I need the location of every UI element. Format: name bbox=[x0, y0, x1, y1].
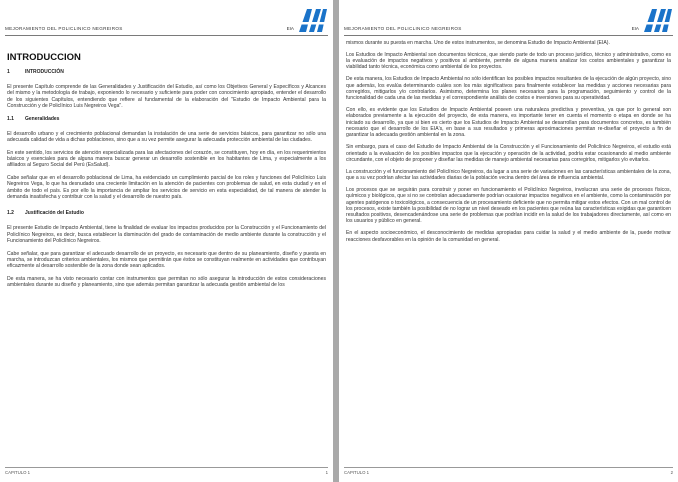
company-logo-icon bbox=[643, 7, 673, 33]
paragraph: Con ello, es evidente que los Estudios de Impacto Ambiental poseen una naturaleza predictiva y preventiva, ya que por lo general son elaborados previamente a la ejecución del proyecto, de esta manera, es importante tener en cuenta el momento o etapa en donde se ha iniciado su desarrollo, ya que si bien es cierto que los Estudios de Impacto Ambiental se desarrollan para documentos concretos, es también necesario que el desarrollo de los EIA's, en base a sus resultados y primeras aproximaciones permitan re-diseñar el proyecto a fin de garantizar la adecuada gestión ambiental en la zona. bbox=[346, 107, 671, 139]
page-number: 1 bbox=[325, 470, 328, 475]
section-heading: 1 INTRODUCCIÓN bbox=[7, 69, 64, 75]
page-body bbox=[346, 40, 671, 248]
paragraph: Los Estudios de Impacto Ambiental son documentos técnicos, que siendo parte de todo un proceso jurídico, técnico y administrativo, como es la evaluación de impactos negativos y positivos al ambiente, permite de alguna manera analizar los costos ambientales y garantizar la viabilidad tanto técnica, económica como ambiental de los proyectos. bbox=[346, 51, 671, 71]
footer-label: CAPITULO 1 bbox=[5, 470, 31, 475]
page-header bbox=[5, 9, 328, 36]
paragraph: El desarrollo urbano y el crecimiento poblacional demandan la instalación de una serie de servicios básicos, para garantizar no sólo una adecuada calidad de vida a dichas poblaciones, sino que a su vez permite asegurar la adecuada protección ambiental de las ciudades. bbox=[7, 130, 326, 143]
section-heading: 1.1 Generalidades bbox=[7, 115, 60, 122]
header-code: EIA bbox=[631, 26, 639, 31]
company-logo-icon bbox=[298, 7, 328, 33]
footer-label: CAPITULO 1 bbox=[344, 470, 370, 475]
paragraph: El presente Estudio de Impacto Ambiental, tiene la finalidad de evaluar los impactos producidos por la Construcción y el Funcionamiento del Policlínico Negreiros, es decir, busca establecer la disminución del grado de contaminación de medio ambiente durante la construcción y el Funcionamiento del Policlínico Negreiros. bbox=[7, 225, 326, 244]
page-header bbox=[344, 9, 673, 36]
paragraph: En este sentido, los servicios de atención especializada para las afectaciones del corazón, se constituyen, hoy en día, en los requerimientos básicos y esenciales para de alguna manera buscar generar un desarrollo sostenible en los habitantes de Lima, y especialmente a los afiliados al Seguro Social del Perú (EsSalud). bbox=[7, 149, 326, 169]
paragraph: Los procesos que se seguirán para construir y poner en funcionamiento el Policlínico Negreiros, involucran una serie de procesos físicos, químicos y biológicos, que si no se controlan adecuadamente podrían ocasionar impactos negativos en el ambiente, como la contaminación por agentes patógenos o toxicológicos, a consecuencia de un procesamiento deficiente que no permita mitigar estos efectos. Con un mal control de los procesos, existe también la posibilidad de no lograr un nivel deseado en los pacientes que reúna las características exigidas que garanticen resultados positivos, desencadenándose una serie de problemas que podrían incidir en la salud de los trabajadores directamente, así como en los usuarios y público en general. bbox=[346, 186, 671, 225]
paragraph: El presente Capítulo comprende de las Generalidades y Justificación del Estudio, así como los Objetivos General y Específicos y Alcances del mismo y la metodología de trabajo, exponiendo lo necesario y suficiente para poder con conocimiento apropiado, entender el desarrollo de los siguientes Capítulos, entendiendo que refiere al fundamental de la elaboración del "Estudio de Impacto Ambiental para la Construcción y de Policlínico Luis Negreiros Vega". bbox=[7, 84, 326, 109]
paragraph: mismos durante su puesta en marcha. Uno de estos instrumentos, se denomina Estudio de Impacto Ambiental (EIA). bbox=[346, 40, 610, 46]
page-body bbox=[7, 40, 326, 295]
document-page-right bbox=[339, 0, 678, 482]
page-number: 2 bbox=[670, 470, 673, 475]
header-title: MEJORAMIENTO DEL POLICLINICO NEGREIROS bbox=[344, 26, 462, 31]
header-title: MEJORAMIENTO DEL POLICLINICO NEGREIROS bbox=[5, 26, 123, 31]
page-footer bbox=[5, 467, 328, 476]
paragraph: En el aspecto socioeconómico, el desconocimiento de medidas apropiadas para cuidar la salud y el medio ambiente de la, puede motivar reacciones desfavorables en la opinión de la comunidad en general. bbox=[346, 230, 671, 243]
paragraph: Cabe señalar, que para garantizar el adecuado desarrollo de un proyecto, es necesario que dentro de su planeamiento, diseño y puesta en marcha, se introduzcan criterios ambientales, los mismos que permitirán que éstos se constituyan realmente en actividades que contribuyan eficazmente al desarrollo sostenible de la zona donde sean aplicados. bbox=[7, 250, 326, 270]
paragraph: De esta manera, se ha visto necesario contar con instrumentos que permitan no sólo asegurar la introducción de estos consideraciones ambientales durante su diseño y planeamiento, sino que además permitan garantizar la adecuada gestión ambiental de los bbox=[7, 276, 326, 289]
paragraph: De esta manera, los Estudios de Impacto Ambiental no sólo identifican los posibles impactos resultantes de la ejecución de algún proyecto, sino que además, los evalúa determinando cuáles son los más significativos para finalmente establecer las medidas y acciones necesarias para corregirlos, mitigarlos y/o controlarlos. Asimismo, determina los planes necesarios para la programación, seguimiento y control de la funcionalidad de cada una de las medidas y el correspondiente análisis de costos e inversiones para su operatividad. bbox=[346, 76, 671, 102]
document-page-left bbox=[0, 0, 333, 482]
page-footer bbox=[344, 467, 673, 476]
section-heading: 1.2 Justificación del Estudio bbox=[7, 210, 84, 217]
paragraph: Cabe señalar que en el desarrollo poblacional de Lima, ha evidenciado un cumplimiento parcial de los roles y funciones del Policlínico Luis Negreiros Vega, lo que ha desnudado una creciente limitación en la atención de pacientes con problemas de salud, en esta ciudad y en el ámbito de todo el país. Es por ello la importancia de ampliar los servicios de servicio en esta especialidad, de tal manera de atender la demanda insatisfecha y contribuir con la salud y el desarrollo de nuestro país. bbox=[7, 175, 326, 201]
document-title: INTRODUCCION bbox=[7, 52, 81, 63]
paragraph: Sin embargo, para el caso del Estudio de Impacto Ambiental de la Construcción y el Funcionamiento del Policlínico Negreiros, el estudio está orientado a la evaluación de los posibles impactos que la ejecución y operación de la actividad, podría estar ocasionando al medio ambiente circundante, con el objeto de proponer y diseñar las medidas de manejo ambiental necesarias para corregirlos, mitigarlos y/o evitarlos. bbox=[346, 144, 671, 163]
paragraph: La construcción y el funcionamiento del Policlínico Negreiros, da lugar a una serie de variaciones en las características ambientales de la zona, que a su vez podrían afectar las actividades diarias de la población vecina dentro del área de influencia ambiental. bbox=[346, 168, 671, 182]
header-code: EIA bbox=[286, 26, 294, 31]
